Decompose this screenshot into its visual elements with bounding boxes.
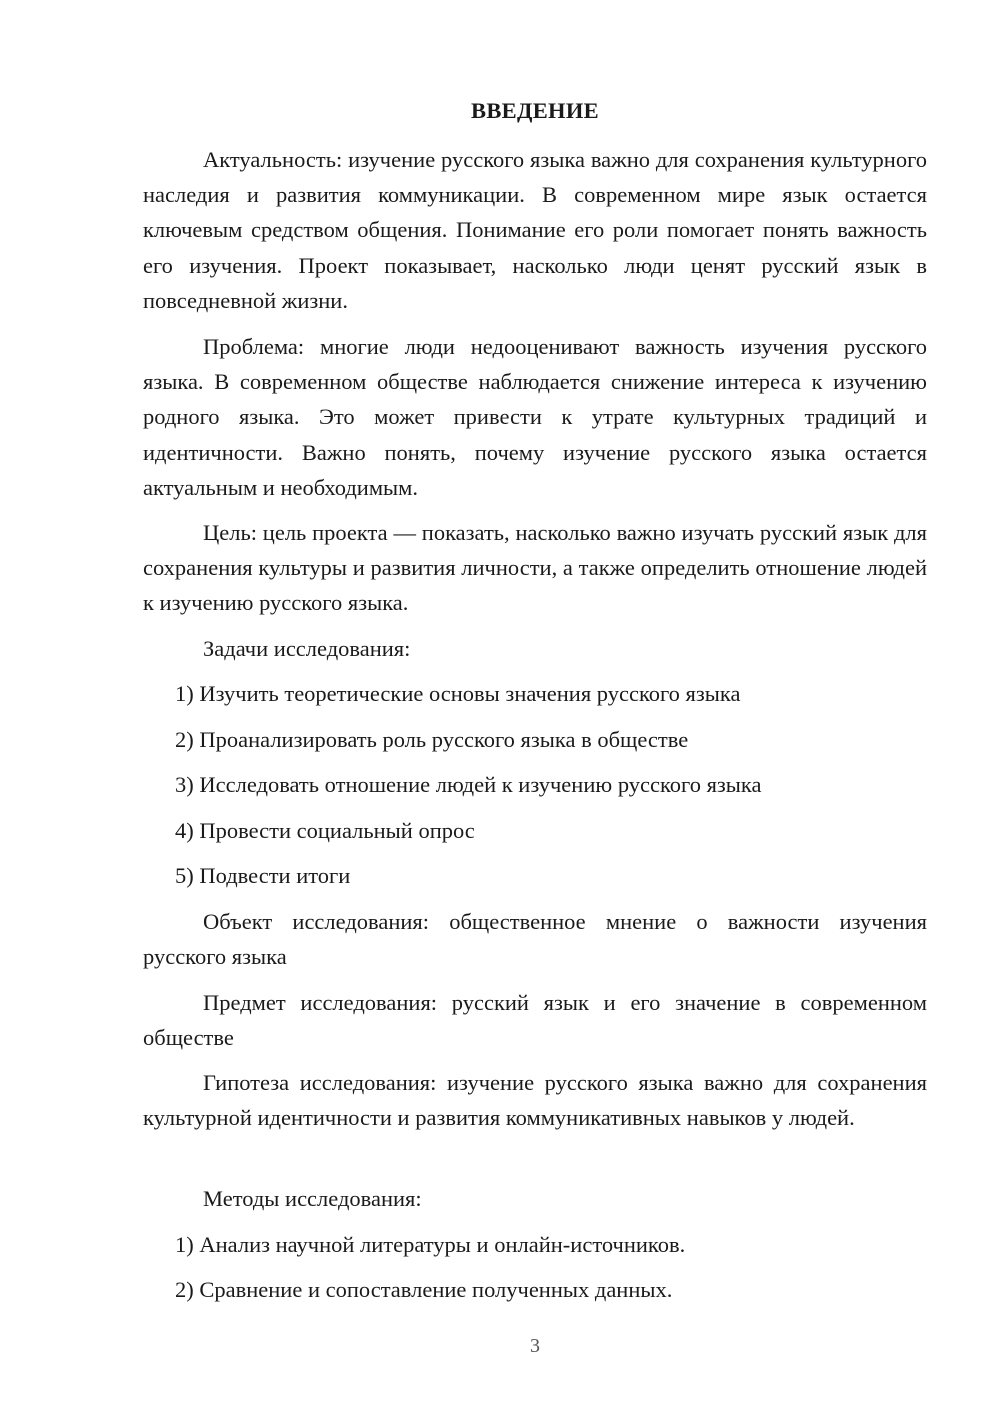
subject-paragraph: Предмет исследования: русский язык и его значение в современном обществе [143,990,927,1051]
task-item-5: 5) Подвести итоги [175,863,351,888]
page-title: ВВЕДЕНИЕ [471,98,599,123]
relevance-paragraph: Актуальность: изучение русского языка важно для сохранения культурного наследия и развития коммуникации. В современном мире язык остается ключевым средством общения. Понимание его роли помогает понять важность его изучения. Проект показывает, насколько люди ценят русский язык в повседневной жизни. [143,147,927,313]
task-item-1: 1) Изучить теоретические основы значения русского языка [175,681,741,706]
problem-paragraph: Проблема: многие люди недооценивают важность изучения русского языка. В современном обществе наблюдается снижение интереса к изучению родного языка. Это может привести к утрате культурных традиций и идентичности. Важно понять, почему изучение русского языка остается актуальным и необходимым. [143,334,927,500]
goal-paragraph: Цель: цель проекта — показать, насколько важно изучать русский язык для сохранения культуры и развития личности, а также определить отношение людей к изучению русского языка. [143,520,927,616]
object-paragraph: Объект исследования: общественное мнение о важности изучения русского языка [143,909,927,970]
methods-heading: Методы исследования: [203,1186,422,1211]
page-number: 3 [530,1335,540,1357]
task-item-2: 2) Проанализировать роль русского языка в обществе [175,727,689,752]
method-item-2: 2) Сравнение и сопоставление полученных данных. [175,1277,673,1302]
hypothesis-paragraph: Гипотеза исследования: изучение русского языка важно для сохранения культурной идентичности и развития коммуникативных навыков у людей. [143,1070,927,1131]
method-item-1: 1) Анализ научной литературы и онлайн-источников. [175,1232,686,1257]
tasks-heading: Задачи исследования: [203,636,411,661]
document-page [143,0,927,1414]
task-item-4: 4) Провести социальный опрос [175,818,475,843]
task-item-3: 3) Исследовать отношение людей к изучению русского языка [175,772,762,797]
